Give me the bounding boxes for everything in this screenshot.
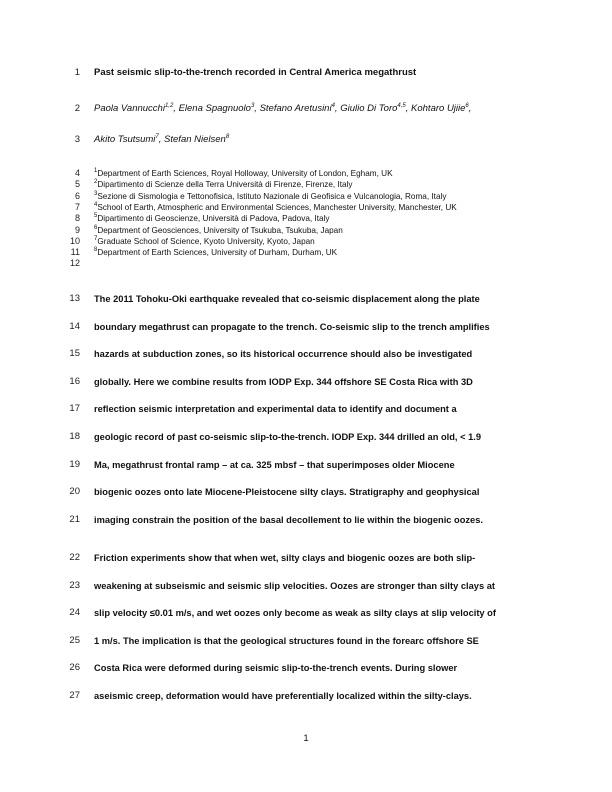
author-separator: , bbox=[173, 103, 179, 114]
line-number: 26 bbox=[69, 662, 80, 674]
line-number: 16 bbox=[69, 375, 80, 387]
author-affiliation-mark: 1,2 bbox=[164, 103, 174, 109]
affiliation-name: Department of Earth Sciences, University of Durham, Durham, UK bbox=[97, 248, 338, 258]
author-name: Giulio Di Toro bbox=[340, 103, 398, 114]
abstract-line bbox=[0, 458, 612, 472]
affiliation-name: School of Earth, Atmospheric and Environmental Sciences, Manchester University, Manchester, UK bbox=[97, 202, 457, 212]
author-line bbox=[0, 133, 612, 147]
abstract-text: aseismic creep, deformation would have preferentially localized within the silty-clays. bbox=[94, 691, 472, 701]
affiliation-name: Dipartimento di Scienze della Terra Università di Firenze, Firenze, Italy bbox=[97, 180, 353, 190]
line-number: 25 bbox=[69, 634, 80, 646]
abstract-text: imaging constrain the position of the basal decollement to lie within the biogenic oozes. bbox=[94, 514, 483, 525]
affiliation-mark: 8 bbox=[94, 247, 98, 254]
abstract-text: Friction experiments show that when wet, silty clays and biogenic oozes are both slip- bbox=[94, 553, 476, 563]
line-number: 20 bbox=[69, 486, 80, 498]
affiliation-text bbox=[94, 247, 534, 258]
author-line bbox=[0, 102, 612, 116]
page-number: 1 bbox=[303, 733, 309, 744]
abstract-line bbox=[0, 634, 612, 648]
line-number: 5 bbox=[74, 179, 80, 190]
affiliation-line bbox=[0, 213, 612, 224]
abstract-text: boundary megathrust can propagate to the trench. Co-seismic slip to the trench amplifies bbox=[94, 321, 490, 332]
author-name: Stefano Aretusini bbox=[259, 103, 332, 114]
author-name: Paola Vannucchi bbox=[94, 103, 165, 114]
line-number: 1 bbox=[74, 67, 80, 78]
line-number: 7 bbox=[74, 201, 80, 212]
affiliation-line bbox=[0, 191, 612, 202]
affiliation-text bbox=[94, 202, 534, 213]
affiliation-mark: 3 bbox=[94, 190, 98, 197]
affiliation-text bbox=[94, 179, 534, 190]
line-number: 6 bbox=[74, 190, 80, 201]
author-list bbox=[94, 102, 534, 116]
affiliation-line bbox=[0, 179, 612, 190]
affiliation-text bbox=[94, 236, 534, 247]
affiliation-name: Graduate School of Science, Kyoto University, Kyoto, Japan bbox=[97, 236, 315, 246]
author-affiliation-mark: 6 bbox=[465, 103, 469, 109]
author-name: Stefan Nielsen bbox=[164, 134, 226, 145]
affiliation-text bbox=[94, 213, 534, 224]
affiliation-mark: 6 bbox=[94, 224, 98, 231]
author-separator: , bbox=[468, 103, 472, 114]
author-affiliation-mark: 3 bbox=[250, 103, 255, 109]
abstract-line bbox=[0, 606, 612, 620]
title-line bbox=[0, 66, 612, 80]
author-separator: , bbox=[158, 134, 165, 145]
author-name: Kohtaro Ujiie bbox=[411, 103, 466, 114]
affiliation-mark: 7 bbox=[94, 235, 98, 242]
abstract-line bbox=[0, 689, 612, 703]
line-number: 9 bbox=[74, 224, 80, 235]
affiliation-text bbox=[94, 225, 534, 236]
affiliation-mark: 1 bbox=[94, 168, 98, 174]
abstract-line bbox=[0, 430, 612, 444]
abstract-line bbox=[0, 402, 612, 416]
line-number: 14 bbox=[69, 320, 80, 332]
line-number: 2 bbox=[74, 103, 80, 114]
abstract-line bbox=[0, 579, 612, 593]
abstract-text: Ma, megathrust frontal ramp – at ca. 325 mbsf – that superimposes older Miocene bbox=[94, 459, 455, 470]
affiliation-name: Department of Earth Sciences, Royal Holloway, University of London, Egham, UK bbox=[97, 169, 393, 178]
affiliation-name: Dipartimento di Geoscienze, Università di Padova, Padova, Italy bbox=[97, 214, 330, 224]
line-number: 4 bbox=[74, 168, 80, 178]
affiliation-mark: 2 bbox=[94, 179, 98, 186]
affiliation-line bbox=[0, 247, 612, 258]
line-number: 23 bbox=[69, 579, 80, 591]
author-affiliation-mark: 8 bbox=[225, 134, 230, 140]
affiliation-mark: 4 bbox=[94, 201, 98, 208]
abstract-text: geologic record of past co-seismic slip-to-the-trench. IODP Exp. 344 drilled an old, < 1.9 bbox=[94, 432, 482, 442]
abstract-line bbox=[0, 375, 612, 389]
abstract-text: hazards at subduction zones, so its historical occurrence should also be investigated bbox=[94, 349, 473, 360]
author-affiliation-mark: 7 bbox=[155, 134, 159, 140]
abstract-line bbox=[0, 661, 612, 675]
abstract-line bbox=[0, 292, 612, 306]
author-name: Akito Tsutsumi bbox=[94, 134, 156, 145]
line-number: 13 bbox=[69, 293, 80, 304]
author-separator: , bbox=[254, 103, 260, 114]
line-number: 21 bbox=[69, 513, 80, 525]
author-affiliation-mark: 4 bbox=[331, 103, 335, 109]
line-number: 11 bbox=[70, 247, 80, 258]
paper-title: Past seismic slip-to-the-trench recorded in Central America megathrust bbox=[94, 67, 417, 78]
abstract-text: weakening at subseismic and seismic slip velocities. Oozes are stronger than silty clays at bbox=[94, 580, 495, 591]
line-number: 27 bbox=[69, 690, 80, 701]
line-number: 18 bbox=[69, 431, 80, 442]
affiliation-text bbox=[94, 168, 534, 179]
abstract-line bbox=[0, 485, 612, 499]
line-number: 10 bbox=[69, 235, 80, 246]
author-list bbox=[94, 133, 534, 147]
abstract-line bbox=[0, 347, 612, 361]
affiliation-line bbox=[0, 202, 612, 213]
affiliation-line bbox=[0, 258, 612, 269]
affiliation-line bbox=[0, 236, 612, 247]
author-separator: , bbox=[334, 103, 341, 114]
line-number: 19 bbox=[69, 458, 80, 470]
line-number: 17 bbox=[69, 403, 80, 415]
abstract-line bbox=[0, 551, 612, 565]
abstract-text: reflection seismic interpretation and experimental data to identify and document a bbox=[94, 404, 457, 415]
affiliation-text bbox=[94, 191, 534, 202]
line-number: 22 bbox=[69, 552, 80, 563]
author-separator: , bbox=[405, 103, 412, 114]
abstract-text: Costa Rica were deformed during seismic slip-to-the-trench events. During slower bbox=[94, 663, 458, 674]
abstract-text: 1 m/s. The implication is that the geological structures found in the forearc offshore SE bbox=[94, 635, 479, 646]
abstract-text: globally. Here we combine results from IODP Exp. 344 offshore SE Costa Rica with 3D bbox=[94, 376, 473, 387]
author-affiliation-mark: 4,5 bbox=[397, 103, 406, 109]
line-number: 12 bbox=[69, 258, 80, 269]
abstract-text: biogenic oozes onto late Miocene-Pleistocene silty clays. Stratigraphy and geophysical bbox=[94, 487, 480, 498]
line-number: 15 bbox=[69, 348, 80, 360]
line-number: 24 bbox=[69, 607, 80, 619]
affiliation-line bbox=[0, 168, 612, 179]
affiliation-name: Department of Geosciences, University of Tsukuba, Tsukuba, Japan bbox=[97, 225, 343, 235]
abstract-line bbox=[0, 320, 612, 334]
abstract-text: The 2011 Tohoku-Oki earthquake revealed that co-seismic displacement along the plate bbox=[94, 294, 480, 304]
author-name: Elena Spagnuolo bbox=[178, 103, 251, 114]
abstract-text: slip velocity ≤0.01 m/s, and wet oozes only become as weak as silty clays at slip velocity of bbox=[94, 608, 496, 619]
line-number: 8 bbox=[74, 213, 80, 224]
affiliation-mark: 5 bbox=[94, 213, 98, 220]
affiliation-name: Sezione di Sismologia e Tettonofisica, Istituto Nazionale di Geofisica e Vulcanologia, Roma, Italy bbox=[97, 191, 447, 201]
affiliation-line bbox=[0, 225, 612, 236]
abstract-line bbox=[0, 513, 612, 527]
line-number: 3 bbox=[74, 134, 80, 145]
